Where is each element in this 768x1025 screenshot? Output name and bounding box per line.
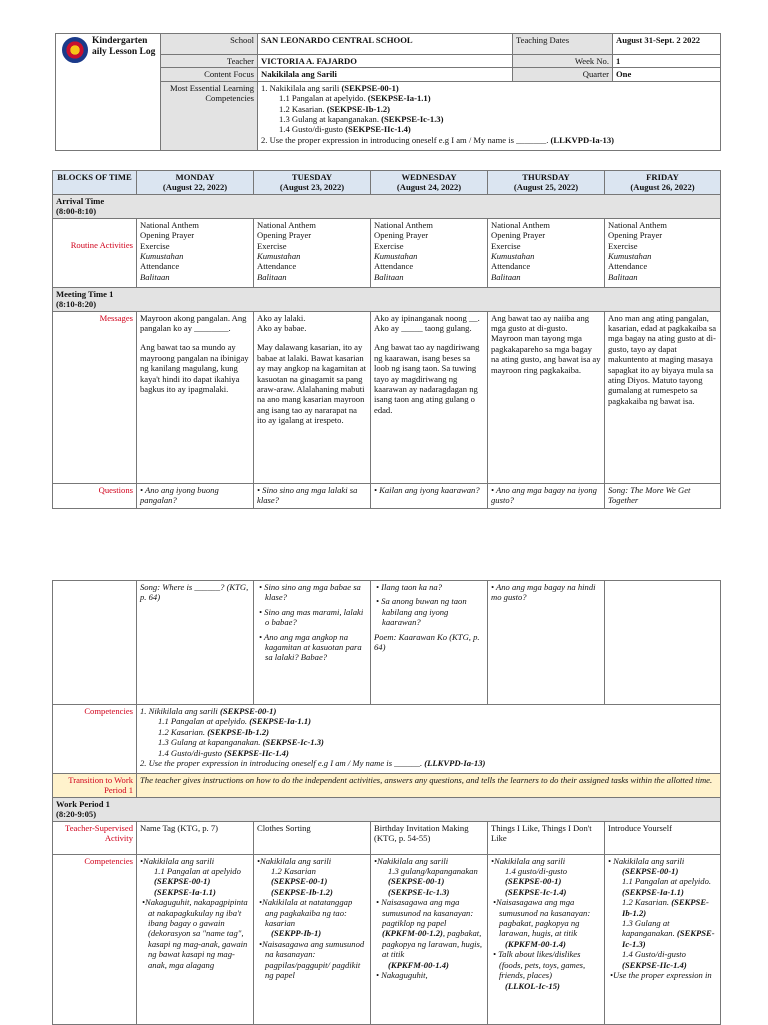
work-comp-monday: •Nakikilala ang sarili 1.1 Pangalan at apelyido (SEKPSE-00-1) (SEKPSE-Ia-1.1) •Nakaguguhit, nakapagpipinta at nakapagkukulay ng iba't ibang bagay o gawain (dekorasyon sa "name tag", kasapi ng mag-anak, gawain ng bawat kasapi ng mag-anak, mga alagang (137, 854, 254, 1024)
page2-table (52, 580, 721, 1025)
school-value: SAN LEONARDO CENTRAL SCHOOL (258, 34, 513, 55)
message-thursday: Ang bawat tao ay naiiba ang mga gusto at di-gusto. Mayroon man tayong mga pagkakapareho sa mga bagay na ating gusto, ang bawat isa ay mayroon ring pagkakaiba. (488, 311, 605, 483)
work-period-section: Work Period 1 (8:20-9:05) (53, 797, 721, 821)
questions-cont-monday: Song: Where is ______? (KTG, p. 64) (137, 581, 254, 705)
day-header-monday: MONDAY (August 22, 2022) (137, 171, 254, 195)
transition-text: The teacher gives instructions on how to do the independent activities, answers any questions, and tells the learners to do their assigned tasks within the allotted time. (137, 774, 721, 798)
meeting-time-section: Meeting Time 1 (8:10-8:20) (53, 287, 721, 311)
deped-seal-icon (62, 37, 88, 63)
logo-cell (56, 34, 161, 82)
questions-cont-thursday: • Ano ang mga bagay na hindi mo gusto? (488, 581, 605, 705)
melc-item: 2. Use the proper expression in introducing oneself e.g I am / My name is _______. (LLKVPD-Ia-13) (261, 134, 615, 145)
message-friday: Ano man ang ating pangalan, kasarian, edad at pagkakaiba sa mga bagay na ating gusto at di-gusto, tayo ay dapat makuntento at maging masaya sapagkat ito ay biyaya mula sa ating Diyos. Matuto tayong gumalang at rumespeto sa pagkakaiba ng bawat isa. (605, 311, 721, 483)
tsa-tuesday: Clothes Sorting (254, 821, 371, 854)
header-table (55, 33, 721, 151)
work-comp-wednesday: •Nakikilala ang sarili 1.3 gulang/kapanganakan (SEKPSE-00-1) (SEKPSE-Ic-1.3) • Naisasagawa ang mga sumusunod na kasanayan: pagtiklop ng papel (KPKFM-00-1.2), pagbakat, pagkopya ng larawan, hugis, at titik (KPKFM-00-1.4) • Nakaguguhit, (371, 854, 488, 1024)
tsa-label: Teacher-Supervised Activity (53, 821, 137, 854)
competency-item: 1.1 Pangalan at apelyido. (SEKPSE-Ia-1.1) (158, 716, 312, 727)
teacher-value: VICTORIA A. FAJARDO (258, 55, 513, 68)
blocks-header: BLOCKS OF TIME (53, 171, 137, 195)
focus-label: Content Focus (161, 68, 258, 81)
competency-item: 1.4 Gusto/di-gusto (SEKPSE-IIc-1.4) (158, 747, 289, 758)
day-header-wednesday: WEDNESDAY (August 24, 2022) (371, 171, 488, 195)
week-value: 1 (613, 55, 721, 68)
week-label: Week No. (513, 55, 613, 68)
melc-label: Most Essential Learning Competencies (161, 81, 258, 150)
day-header-thursday: THURSDAY (August 25, 2022) (488, 171, 605, 195)
competency-item: 1.3 Gulang at kapanganakan. (SEKPSE-Ic-1.3) (158, 737, 324, 748)
question-monday: • Ano ang iyong buong pangalan? (137, 483, 254, 508)
tsa-thursday: Things I Like, Things I Don't Like (488, 821, 605, 854)
schedule-table (52, 170, 721, 509)
melc-item: 1.1 Pangalan at apelyido. (SEKPSE-Ia-1.1) (279, 93, 431, 104)
day-header-friday: FRIDAY (August 26, 2022) (605, 171, 721, 195)
competencies-label: Competencies (53, 705, 137, 774)
arrival-time-section: Arrival Time (8:00-8:10) (53, 195, 721, 219)
routine-friday: National Anthem Opening Prayer Exercise Kumustahan Attendance Balitaan (605, 218, 721, 287)
questions-cont-label (53, 581, 137, 705)
dates-value: August 31-Sept. 2 2022 (613, 34, 721, 55)
focus-value: Nakikilala ang Sarili (258, 68, 513, 81)
tsa-wednesday: Birthday Invitation Making (KTG, p. 54-55) (371, 821, 488, 854)
competency-item: 1.2 Kasarian. (SEKPSE-Ib-1.2) (158, 726, 270, 737)
work-comp-friday: • Nakikilala ang sarili (SEKPSE-00-1) 1.1 Pangalan at apelyido. (SEKPSE-Ia-1.1) 1.2 Kasarian. (SEKPSE-Ib-1.2) 1.3 Gulang at kapanganakan. (SEKPSE-Ic-1.3) 1.4 Gusto/di-gusto (SEKPSE-IIc-1.4) •Use the proper expression in (605, 854, 721, 1024)
melc-list (258, 81, 721, 150)
dates-label: Teaching Dates (513, 34, 613, 55)
routine-wednesday: National Anthem Opening Prayer Exercise Kumustahan Attendance Balitaan (371, 218, 488, 287)
school-label: School (161, 34, 258, 55)
competencies-list (137, 705, 721, 774)
work-competencies-label: Competencies (53, 854, 137, 1024)
melc-item: 1.4 Gusto/di-gusto (SEKPSE-IIc-1.4) (279, 124, 411, 135)
day-header-tuesday: TUESDAY (August 23, 2022) (254, 171, 371, 195)
question-thursday: • Ano ang mga bagay na iyong gusto? (488, 483, 605, 508)
questions-cont-wednesday: • Ilang taon ka na? • Sa anong buwan ng taon kabilang ang iyong kaarawan? Poem: Kaarawan Ko (KTG, p. 64) (371, 581, 488, 705)
work-comp-thursday: •Nakikilala ang sarili 1.4 gusto/di-gusto (SEKPSE-00-1) (SEKPSE-Ic-1.4) •Naisasagawa ang mga sumusunod na kasanayan: pagbakat, pagkopya ng larawan, hugis, at titik (KPKFM-00-1.4) • Talk about likes/dislikes (foods, pets, toys, games, friends, places) (LLKOL-Ic-15) (488, 854, 605, 1024)
questions-cont-friday (605, 581, 721, 705)
tsa-monday: Name Tag (KTG, p. 7) (137, 821, 254, 854)
routine-tuesday: National Anthem Opening Prayer Exercise Kumustahan Attendance Balitaan (254, 218, 371, 287)
question-wednesday: • Kailan ang iyong kaarawan? (371, 483, 488, 508)
message-wednesday: Ako ay ipinanganak noong __. Ako ay _____ taong gulang. Ang bawat tao ay nagdiriwang ng kaarawan, isang beses sa loob ng isang taon. Sa tuwing tayo ay magdiriwang ng kaarawan ay nadaragdagan ng isang taon ang ating gulang o edad. (371, 311, 488, 483)
messages-label: Messages (53, 311, 137, 483)
message-tuesday: Ako ay lalaki. Ako ay babae. May dalawang kasarian, ito ay babae at lalaki. Bawat kasarian ay may angkop na kagamitan at kasuotan na ginagamit sa pang araw-araw. Alalahaning mabuti na ano mang kasarian mayroon ang isang tao ay nararapat na ito ay igalang at irespeto. (254, 311, 371, 483)
questions-label: Questions (53, 483, 137, 508)
message-monday: Mayroon akong pangalan. Ang pangalan ko ay ________. Ang bawat tao sa mundo ay mayroong pangalan na ibinigay ng kanilang magulang, kung kaya't hindi ito dapat ikahiya bagkus ito ay ipagmalaki. (137, 311, 254, 483)
quarter-label: Quarter (513, 68, 613, 81)
melc-item: 1.2 Kasarian. (SEKPSE-Ib-1.2) (279, 103, 391, 114)
quarter-value: One (613, 68, 721, 81)
question-tuesday: • Sino sino ang mga lalaki sa klase? (254, 483, 371, 508)
melc-item: 1.3 Gulang at kapanganakan. (SEKPSE-Ic-1.3) (279, 114, 444, 125)
routine-monday: National Anthem Opening Prayer Exercise Kumustahan Attendance Balitaan (137, 218, 254, 287)
logo-cell-blank (56, 81, 161, 150)
questions-cont-tuesday: • Sino sino ang mga babae sa klase? • Sino ang mas marami, lalaki o babae? • Ano ang mga angkop na kagamitan at kasuotan para sa lalaki? Babae? (254, 581, 371, 705)
melc-item: 1. Nakikilala ang sarili (SEKPSE-00-1) (261, 82, 399, 93)
competency-item: 1. Nikikilala ang sarili (SEKPSE-00-1) (140, 706, 277, 716)
work-comp-tuesday: •Nakikilala ang sarili 1.2 Kasarian (SEKPSE-00-1) (SEKPSE-Ib-1.2) •Nakikilala at natatanggap ang pagkakaiba ng tao: kasarian (SEKPP-Ib-1) •Naisasagawa ang sumusunod na kasanayan: pagpilas/paggupit/ pagdikit ng papel (254, 854, 371, 1024)
competency-item: 2. Use the proper expression in introducing oneself e.g I am / My name is ______. (LLKVPD-Ia-13) (140, 758, 486, 769)
routine-label: Routine Activities (53, 218, 137, 287)
log-title: Kindergarten aily Lesson Log (92, 36, 156, 57)
routine-thursday: National Anthem Opening Prayer Exercise Kumustahan Attendance Balitaan (488, 218, 605, 287)
question-friday: Song: The More We Get Together (605, 483, 721, 508)
transition-label: Transition to Work Period 1 (53, 774, 137, 798)
tsa-friday: Introduce Yourself (605, 821, 721, 854)
teacher-label: Teacher (161, 55, 258, 68)
